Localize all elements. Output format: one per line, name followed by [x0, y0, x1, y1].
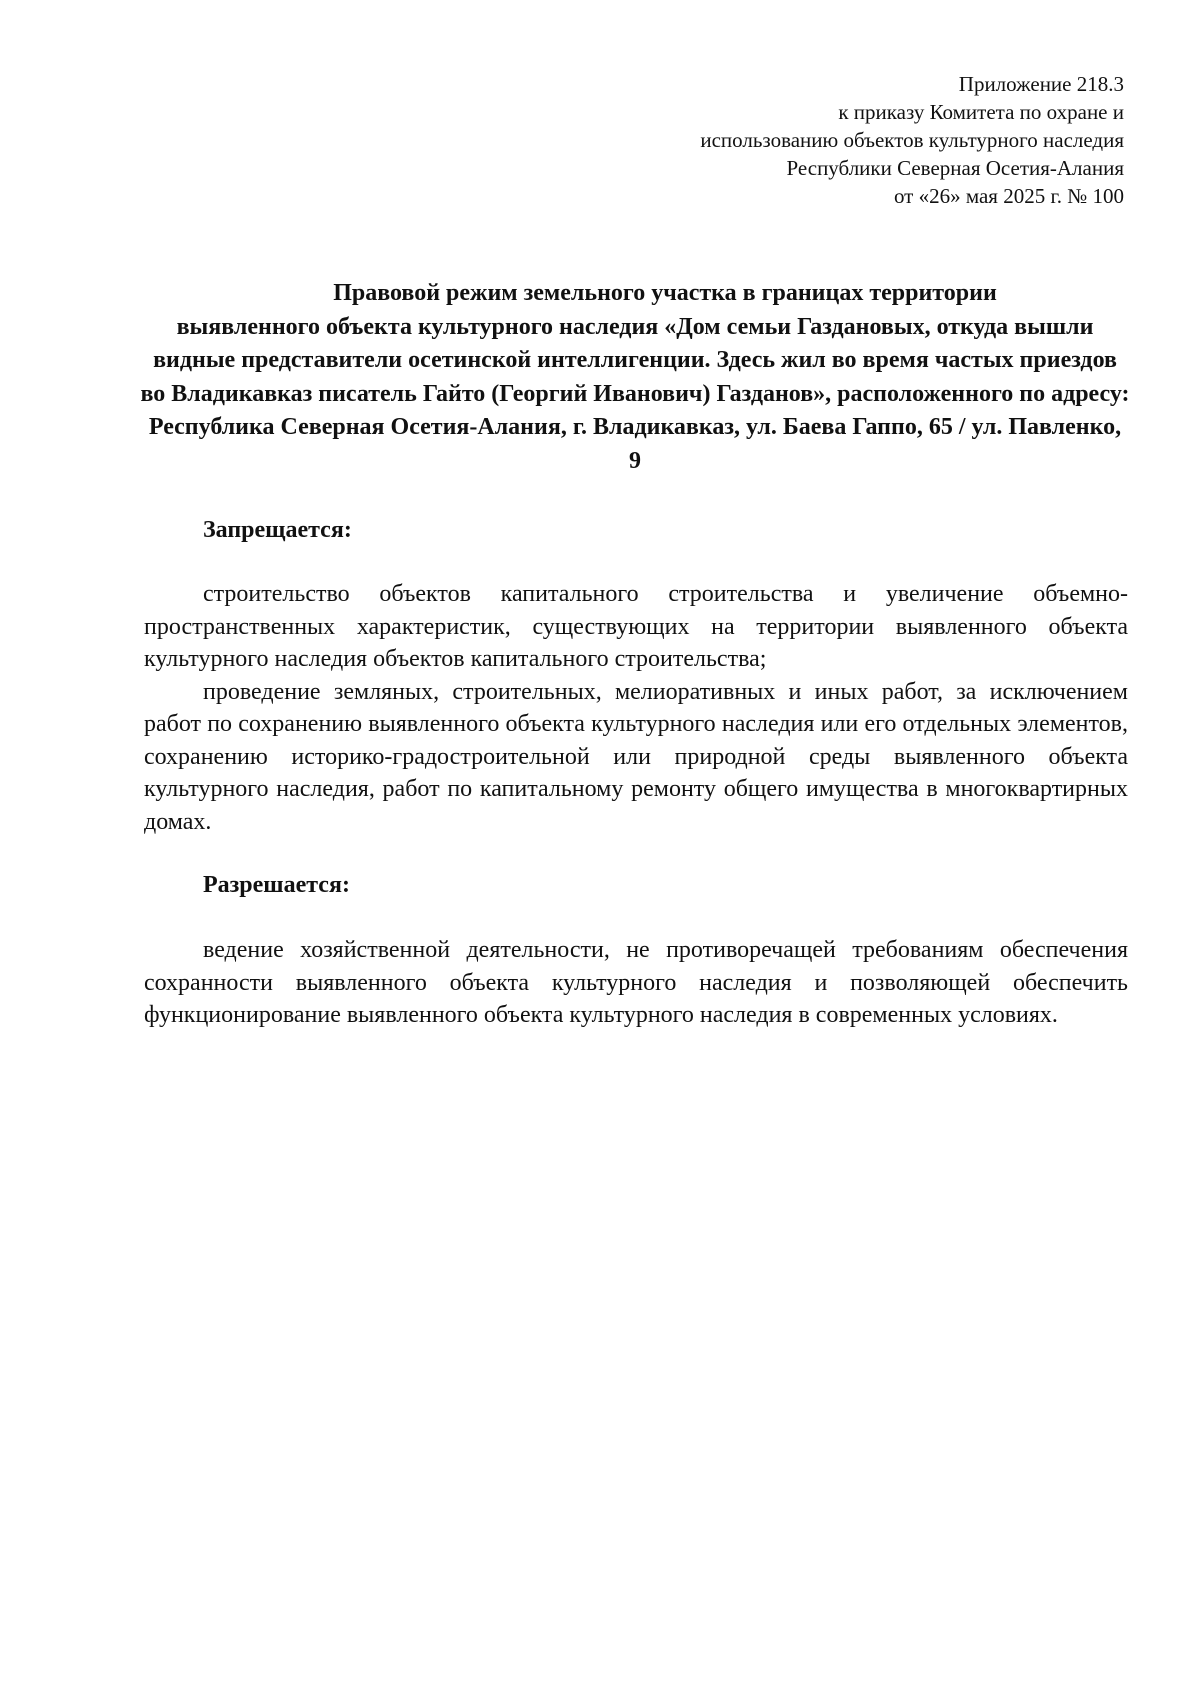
- permitted-heading: Разрешается:: [203, 872, 350, 898]
- order-reference-line: Республики Северная Осетия-Алания: [786, 156, 1124, 180]
- appendix-header: [564, 70, 1124, 210]
- document-title: [140, 277, 1130, 478]
- prohibited-item: проведение земляных, строительных, мелиоративных и иных работ, за исключением работ по сохранению выявленного объекта культурного наследия или его отдельных элементов, сохранению историко-градостроительной или природной среды выявленного объекта культурного наследия, работ по капитальному ремонту общего имущества в многоквартирных домах.: [144, 678, 1128, 835]
- prohibited-item: строительство объектов капитального строительства и увеличение объемно-пространственных характеристик, существующих на территории выявленного объекта культурного наследия объектов капитального строительства;: [144, 581, 1128, 672]
- order-reference-line: использованию объектов культурного наследия: [700, 128, 1124, 152]
- permitted-section: [144, 934, 1128, 1032]
- prohibited-heading: Запрещается:: [203, 517, 352, 543]
- order-date-number: от «26» мая 2025 г. № 100: [893, 184, 1124, 208]
- prohibited-section: [144, 578, 1128, 838]
- order-reference-line: к приказу Комитета по охране и: [838, 100, 1124, 124]
- document-title-line: Правовой режим земельного участка в границах территории: [333, 280, 997, 306]
- permitted-item: ведение хозяйственной деятельности, не противоречащей требованиям обеспечения сохранности выявленного объекта культурного наследия и позволяющей обеспечить функционирование выявленного объекта культурного наследия в современных условиях.: [144, 937, 1128, 1028]
- appendix-label: Приложение 218.3: [958, 72, 1124, 96]
- document-title-continuation: выявленного объекта культурного наследия «Дом семьи Газдановых, откуда вышли видные представители осетинской интеллигенции. Здесь жил во время частых приездов во Владикавказ писатель Гайто (Георгий Иванович) Газданов», расположенного по адресу: Республика Северная Осетия-Алания, г. Владикавказ, ул. Баева Гаппо, 65 / ул. Павленко, 9: [140, 313, 1130, 474]
